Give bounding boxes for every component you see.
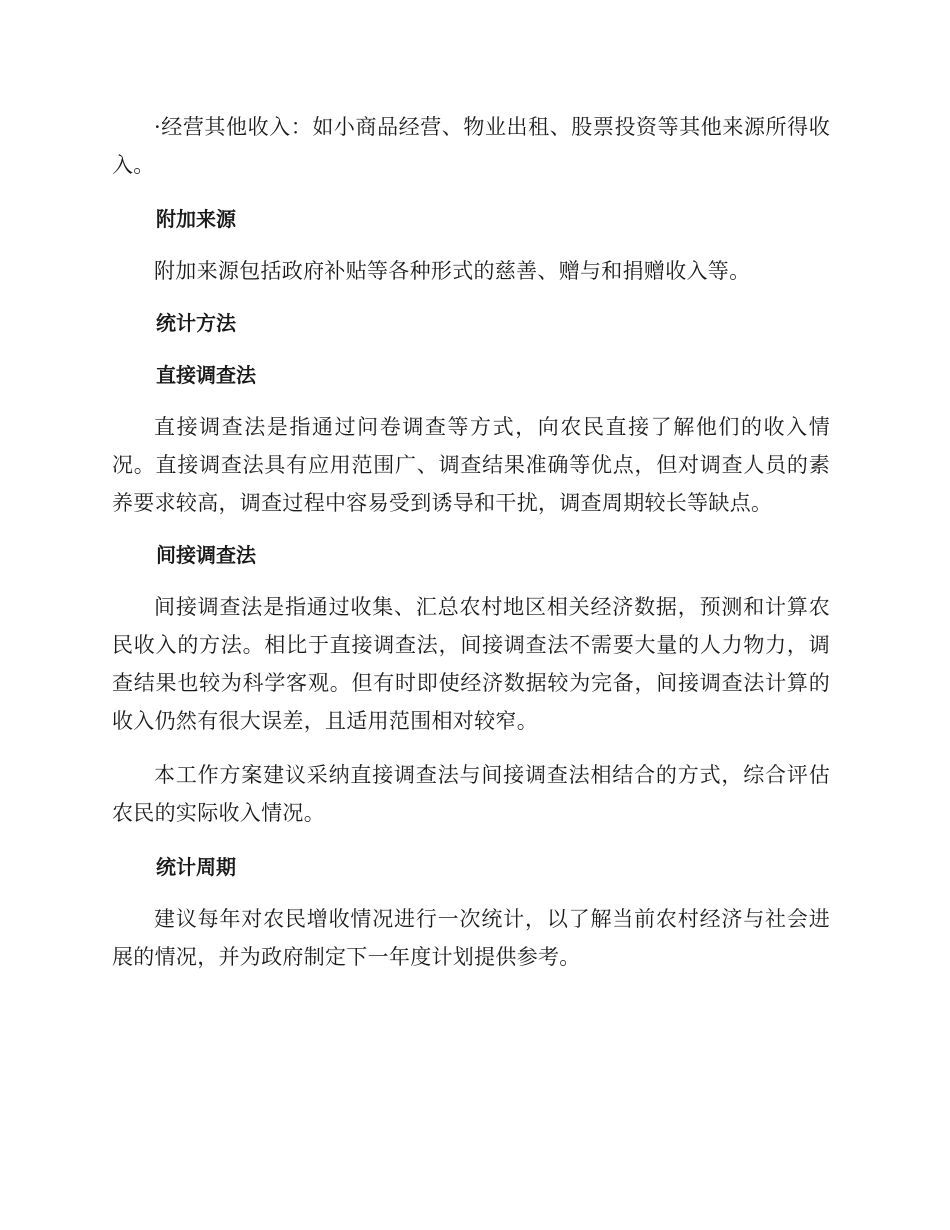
heading-statistical-methods: 统计方法 [156,311,236,335]
heading-indirect-survey: 间接调查法 [156,543,256,567]
heading-statistical-period: 统计周期 [156,855,236,879]
paragraph-indirect-survey: 间接调查法是指通过收集、汇总农村地区相关经济数据，预测和计算农民收入的方法。相比于直接调查法，间接调查法不需要大量的人力物力，调查结果也较为科学客观。但有时即使经济数据较为完备，间接调查法计算的收入仍然有很大误差，且适用范围相对较窄。 [112,595,830,733]
document-page [112,108,830,976]
heading-direct-survey: 直接调查法 [156,363,256,387]
paragraph-additional-sources: 附加来源包括政府补贴等各种形式的慈善、赠与和捐赠收入等。 [154,259,751,283]
bullet-other-income: ·经营其他收入：如小商品经营、物业出租、股票投资等其他来源所得收入。 [112,115,830,177]
paragraph-statistical-period: 建议每年对农民增收情况进行一次统计，以了解当前农村经济与社会进展的情况，并为政府制定下一年度计划提供参考。 [112,907,830,969]
paragraph-recommendation: 本工作方案建议采纳直接调查法与间接调查法相结合的方式，综合评估农民的实际收入情况。 [112,763,830,825]
heading-additional-sources: 附加来源 [156,207,236,231]
paragraph-direct-survey: 直接调查法是指通过问卷调查等方式，向农民直接了解他们的收入情况。直接调查法具有应用范围广、调查结果准确等优点，但对调查人员的素养要求较高，调查过程中容易受到诱导和干扰，调查周期较长等缺点。 [112,415,830,515]
